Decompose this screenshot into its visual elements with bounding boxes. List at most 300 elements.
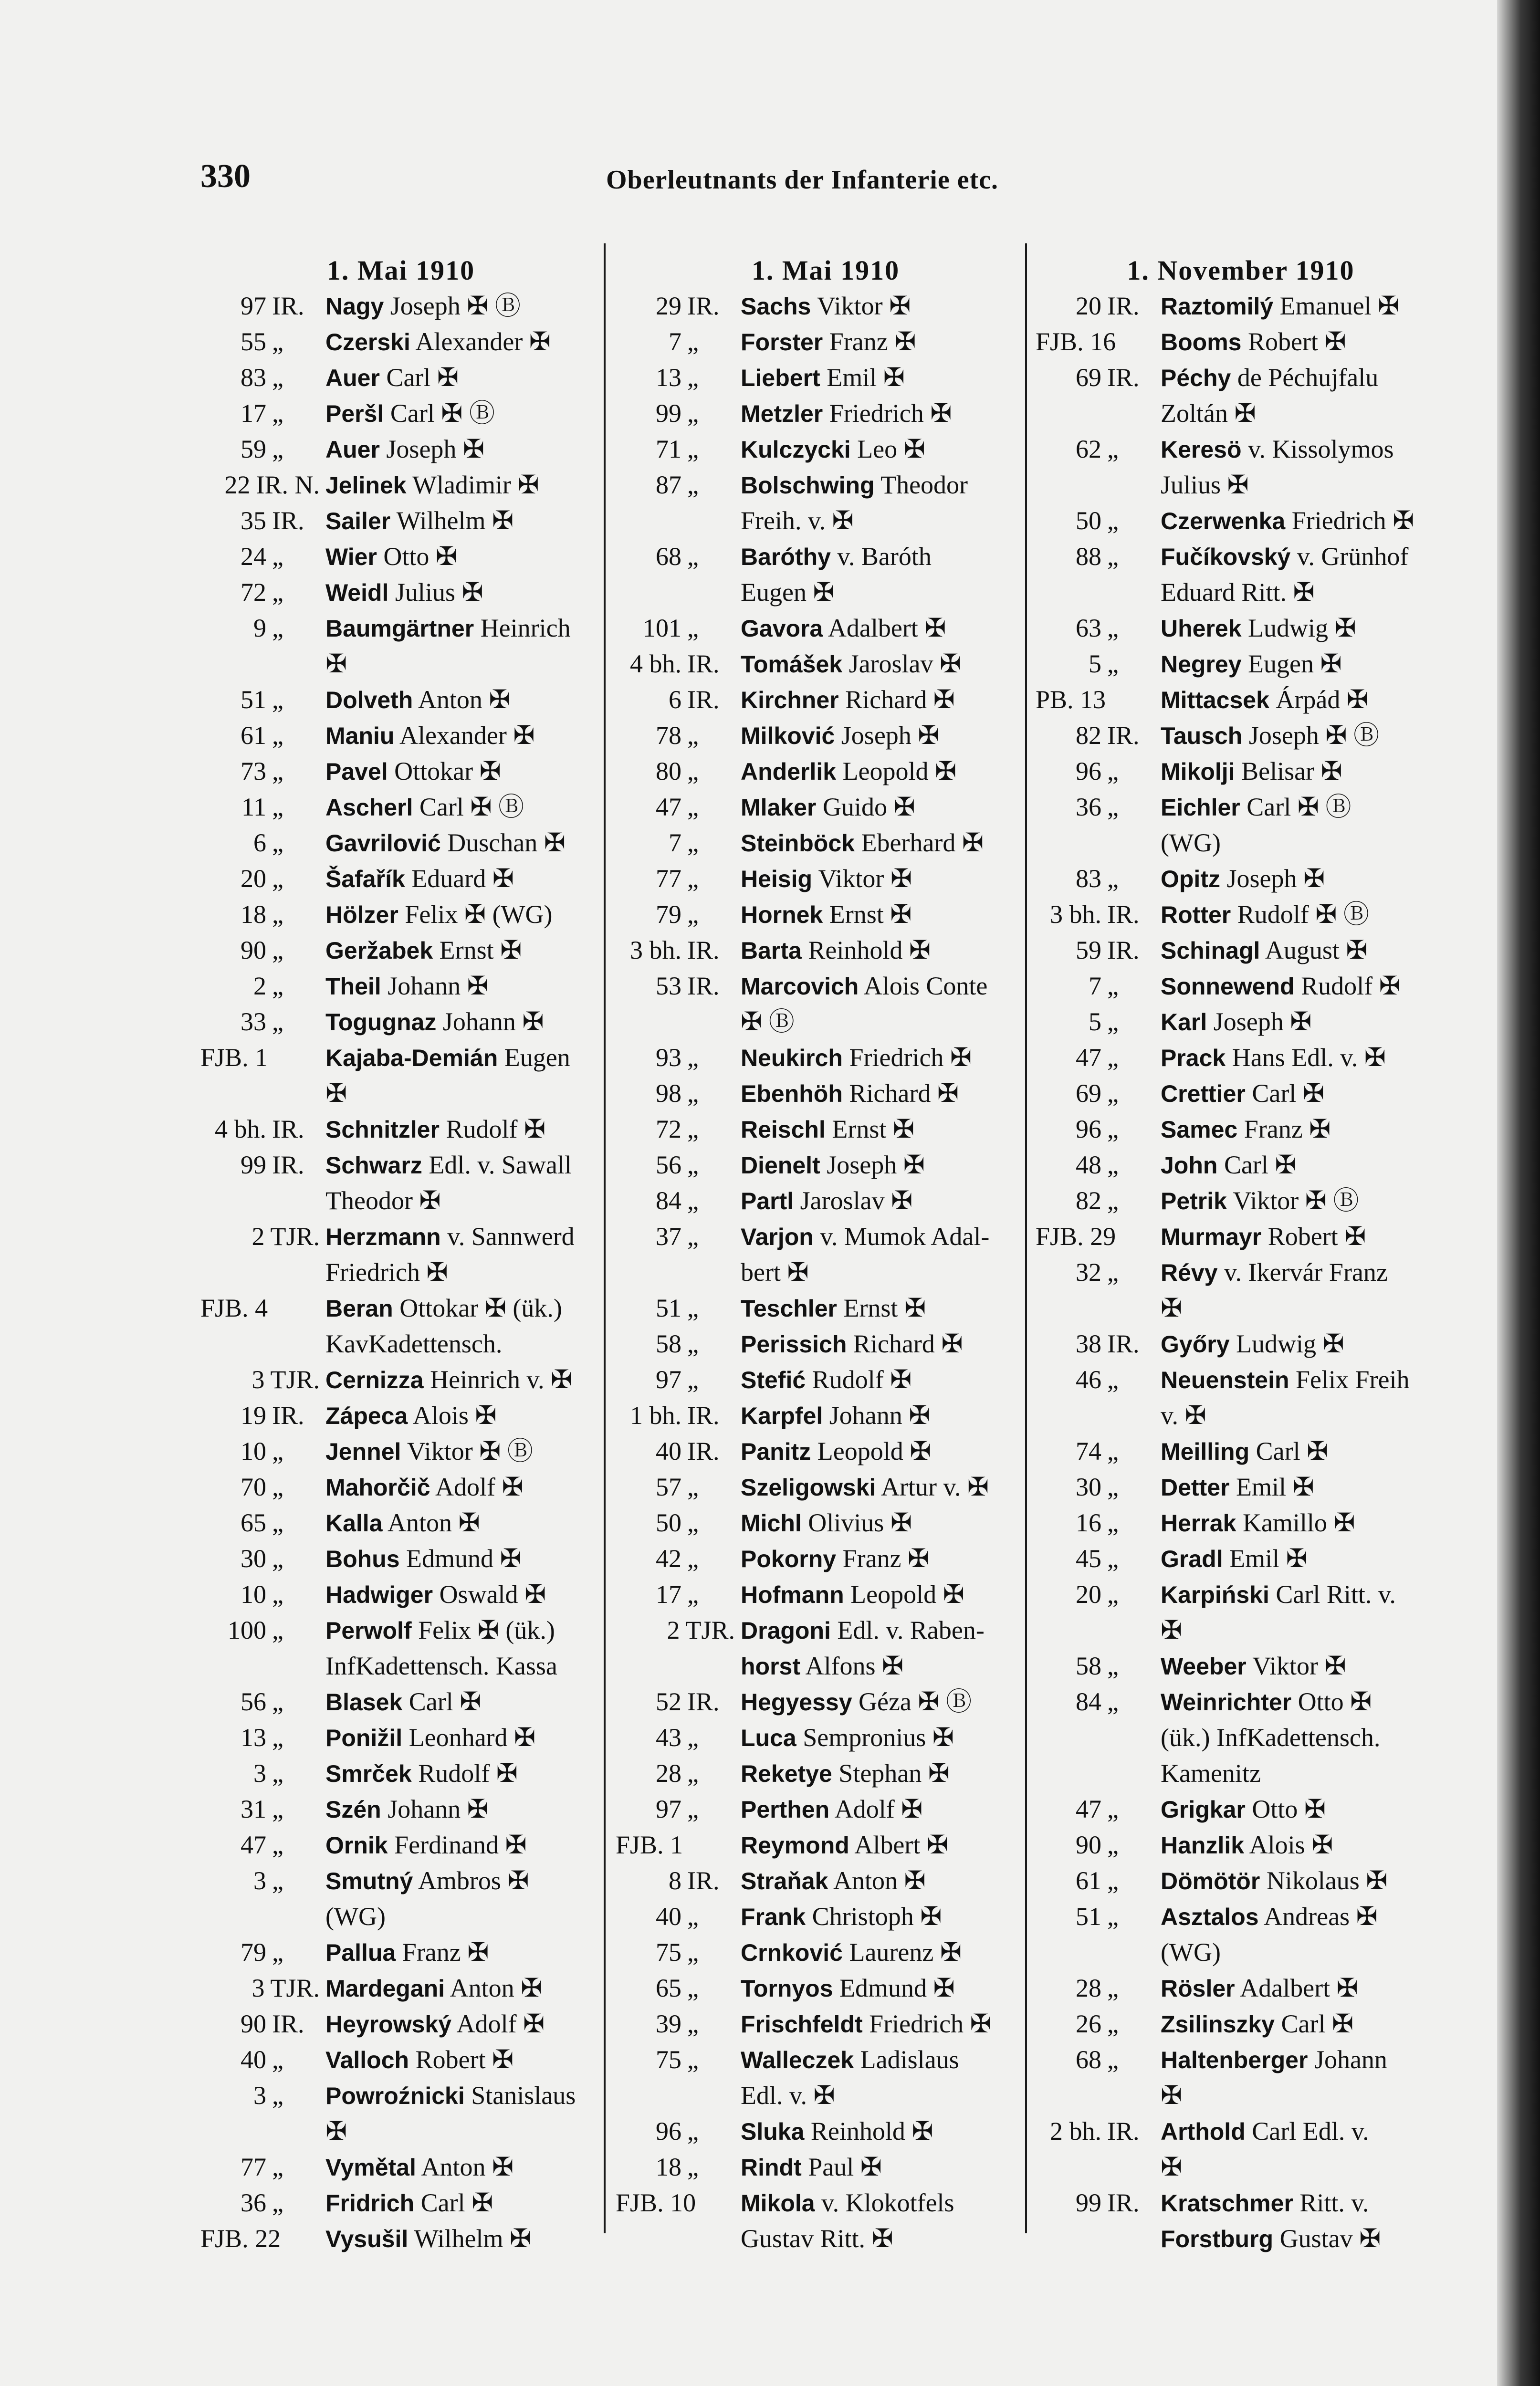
- unit-number: 82: [1076, 1186, 1101, 1215]
- unit-type: „: [272, 542, 283, 571]
- unit-label: [616, 1791, 735, 1827]
- officer-surname: Vysušil: [325, 2226, 409, 2252]
- officer-name-line: [1161, 1684, 1446, 1720]
- officer-entry: [616, 1935, 1036, 1970]
- unit-type: „: [687, 1473, 699, 1501]
- officer-entry: [1036, 1434, 1446, 1469]
- officer-surname: Auer: [325, 436, 380, 463]
- unit-type: „: [687, 900, 699, 929]
- unit-type: „: [687, 1938, 699, 1967]
- officer-entry: [616, 1290, 1036, 1326]
- officer-name-line: [1161, 2078, 1446, 2114]
- officer-name-line: [325, 1612, 601, 1648]
- unit-number: 69: [1076, 363, 1101, 392]
- officer-surname: Baumgärtner: [325, 615, 474, 642]
- officer-entry: [200, 1684, 601, 1720]
- officer-entry: [200, 2078, 601, 2149]
- officer-name-line: [1161, 503, 1446, 539]
- unit-number: 36: [241, 2188, 266, 2217]
- officer-name-line: [1161, 718, 1446, 753]
- officer-surname: Booms: [1161, 329, 1242, 356]
- officer-given-name: Gustav Ritt. ✠: [741, 2224, 893, 2253]
- column-heading: 1. November 1910: [1127, 255, 1355, 286]
- officer-given-name: Heinrich v. ✠: [423, 1365, 573, 1394]
- officer-name-line: [325, 1577, 601, 1612]
- officer-surname: Petrik: [1161, 1188, 1227, 1214]
- officer-name-line: [1161, 1290, 1446, 1326]
- unit-number: 97: [656, 1795, 681, 1823]
- officer-name-line: [325, 825, 601, 861]
- officer-name-line: [1161, 1827, 1446, 1863]
- officer-name-line: [1161, 1147, 1446, 1183]
- officer-given-name: de Péchujfalu: [1231, 363, 1379, 392]
- officer-surname: Metzler: [741, 400, 823, 427]
- officer-surname: Marcovich: [741, 973, 859, 1000]
- unit-label: [200, 1827, 320, 1863]
- unit-number: 63: [1076, 614, 1101, 642]
- promotion-column-1: [200, 253, 601, 2257]
- officer-given-name: Johann ✠: [823, 1401, 931, 1430]
- officer-surname: Šafařík: [325, 866, 405, 892]
- officer-surname: Panitz: [741, 1438, 811, 1465]
- unit-label: [1036, 932, 1155, 968]
- officer-name-line: [325, 2149, 601, 2185]
- officer-entry: [616, 1541, 1036, 1577]
- officer-given-name: Viktor ✠: [812, 864, 912, 893]
- officer-given-name: Rudolf ✠: [806, 1365, 912, 1394]
- officer-given-name: (ük.) InfKadettensch.: [1161, 1723, 1381, 1752]
- officer-given-name: Adolf ✠: [829, 1795, 923, 1823]
- officer-given-name: Emil ✠: [1223, 1544, 1308, 1573]
- unit-label: [1036, 2042, 1155, 2077]
- unit-number: 99: [656, 399, 681, 428]
- officer-given-name: Franz ✠: [823, 327, 916, 356]
- officer-given-name: Julius ✠: [1161, 471, 1249, 499]
- unit-type: IR.: [1107, 936, 1140, 964]
- officer-given-name: Robert ✠: [409, 2045, 514, 2074]
- officer-surname: Szén: [325, 1796, 381, 1823]
- officer-surname: John: [1161, 1152, 1218, 1179]
- unit-number: 51: [241, 685, 266, 714]
- officer-name-line: [325, 503, 601, 539]
- officer-entry: [616, 1469, 1036, 1505]
- unit-type: „: [1107, 1365, 1119, 1394]
- unit-label: [1036, 789, 1155, 825]
- unit-number: 5: [1089, 649, 1101, 678]
- officer-surname: Beran: [325, 1295, 393, 1322]
- officer-given-name: Emanuel ✠: [1273, 292, 1400, 320]
- officer-given-name: Richard ✠: [847, 1329, 963, 1358]
- unit-type: „: [1107, 1580, 1119, 1609]
- unit-type: IR.: [272, 1151, 304, 1179]
- officer-entry: [200, 968, 601, 1004]
- officer-given-name: Leonhard ✠: [402, 1723, 536, 1752]
- officer-name-line: [325, 753, 601, 789]
- unit-type: „: [1107, 1795, 1119, 1823]
- officer-given-name: Julius ✠: [388, 578, 483, 607]
- unit-label: [1036, 1004, 1155, 1039]
- officer-entry: [200, 1147, 601, 1219]
- unit-number: 17: [241, 399, 266, 428]
- officer-entry: [1036, 753, 1446, 789]
- officer-given-name: Oswald ✠: [433, 1580, 546, 1609]
- officer-given-name: InfKadettensch. Kassa: [325, 1652, 557, 1680]
- unit-label: [616, 1970, 735, 2006]
- unit-number: 13: [241, 1723, 266, 1752]
- officer-surname: Reischl: [741, 1116, 826, 1143]
- officer-surname: Dienelt: [741, 1152, 820, 1179]
- unit-label: [200, 2006, 320, 2041]
- officer-given-name: (WG): [1161, 1938, 1221, 1967]
- officer-given-name: Stanislaus: [464, 2081, 576, 2110]
- officer-surname: Ornik: [325, 1832, 388, 1859]
- unit-type: „: [1107, 1437, 1119, 1465]
- officer-entry: [1036, 1004, 1446, 1040]
- officer-given-name: Kamenitz: [1161, 1759, 1261, 1788]
- officer-surname: Frank: [741, 1904, 806, 1930]
- officer-name-line: [325, 2221, 601, 2257]
- unit-type: TJR.: [270, 1974, 320, 2002]
- officer-name-line: [741, 503, 1036, 539]
- officer-given-name: Sempronius ✠: [796, 1723, 954, 1752]
- officer-given-name: Theodor: [874, 471, 968, 499]
- unit-number: 97: [241, 292, 266, 320]
- unit-type: „: [272, 1437, 283, 1465]
- unit-label: [616, 789, 735, 825]
- officer-entry: [616, 2042, 1036, 2114]
- officer-name-line: [1161, 610, 1446, 646]
- page-number: 330: [200, 158, 251, 195]
- officer-name-line: [1161, 932, 1446, 968]
- unit-label: [200, 324, 320, 359]
- unit-number: 40: [241, 2045, 266, 2074]
- officer-name-line: [325, 1362, 601, 1398]
- unit-label: [616, 1362, 735, 1397]
- officer-name-line: [741, 1827, 1036, 1863]
- officer-given-name: Edl. v. Raben-: [830, 1616, 985, 1644]
- unit-number: 61: [241, 721, 266, 750]
- unit-number: 28: [656, 1759, 681, 1788]
- officer-surname: Jelinek: [325, 472, 407, 499]
- unit-number: 6: [669, 685, 681, 714]
- officer-name-line: [1161, 646, 1446, 682]
- officer-given-name: Heinrich: [474, 614, 571, 642]
- officer-entry: [616, 1362, 1036, 1398]
- officer-surname: Heisig: [741, 866, 813, 892]
- officer-given-name: Ernst ✠: [823, 900, 912, 929]
- officer-given-name: (WG): [1161, 828, 1221, 857]
- unit-number: 18: [241, 900, 266, 929]
- officer-surname: Dolveth: [325, 687, 413, 713]
- officer-entry: [1036, 1326, 1446, 1362]
- officer-surname: Reketye: [741, 1760, 832, 1787]
- officer-entry: [1036, 1255, 1446, 1326]
- officer-given-name: Joseph ✠: [379, 435, 485, 463]
- officer-surname: Opitz: [1161, 866, 1220, 892]
- unit-number: 90: [1076, 1831, 1101, 1859]
- unit-type: IR.: [272, 2009, 304, 2038]
- unit-type: „: [1107, 972, 1119, 1000]
- officer-entry: [1036, 718, 1446, 753]
- unit-type: „: [272, 1473, 283, 1501]
- officer-entry: [616, 1111, 1036, 1147]
- unit-type: IR.: [687, 292, 720, 320]
- officer-name-line: [741, 1791, 1036, 1827]
- unit-label: [1036, 1577, 1155, 1612]
- unit-number: 68: [656, 542, 681, 571]
- officer-entry: [200, 682, 601, 718]
- officer-given-name: Friedrich ✠: [1285, 506, 1414, 535]
- officer-name-line: [1161, 1326, 1446, 1362]
- officer-surname: Schinagl: [1161, 937, 1260, 964]
- unit-label: [616, 1577, 735, 1612]
- unit-type: IR.: [687, 685, 720, 714]
- unit-label: [1036, 1111, 1155, 1147]
- officer-given-name: Richard ✠: [842, 1079, 959, 1108]
- officer-surname: Rotter: [1161, 901, 1231, 928]
- officer-name-line: [1161, 1541, 1446, 1577]
- page-edge-shadow: [1497, 0, 1540, 2386]
- officer-given-name: Edl. v. Sawall: [422, 1151, 572, 1179]
- officer-name-line: [741, 1612, 1036, 1648]
- officer-name-line: [741, 1076, 1036, 1111]
- officer-given-name: Rudolf ✠: [411, 1759, 518, 1788]
- officer-surname: Péchy: [1161, 365, 1231, 391]
- officer-name-line: [1161, 2221, 1446, 2257]
- officer-given-name: ✠: [1161, 2081, 1183, 2110]
- officer-entry: [616, 932, 1036, 968]
- officer-surname: Weidl: [325, 579, 389, 606]
- unit-label: [616, 1183, 735, 1218]
- unit-type: IR.: [272, 292, 304, 320]
- officer-surname: Bohus: [325, 1546, 400, 1572]
- unit-label: [200, 1434, 320, 1469]
- unit-label: [616, 1469, 735, 1505]
- unit-label: [616, 1612, 735, 1648]
- unit-type: „: [272, 793, 283, 821]
- officer-entry: [616, 753, 1036, 789]
- unit-type: „: [1107, 1043, 1119, 1072]
- officer-given-name: Guido ✠: [816, 793, 915, 821]
- unit-number: 50: [1076, 506, 1101, 535]
- unit-number: 52: [656, 1687, 681, 1716]
- unit-label: [1036, 1505, 1155, 1540]
- officer-entry: [1036, 2185, 1446, 2257]
- unit-label: [1036, 1970, 1155, 2006]
- unit-type: „: [687, 435, 699, 463]
- unit-label: [200, 1111, 320, 1147]
- officer-given-name: Emil ✠: [820, 363, 905, 392]
- officer-name-line: [1161, 2149, 1446, 2185]
- officer-given-name: Felix ✠ (ük.): [411, 1616, 555, 1644]
- officer-surname: Michl: [741, 1510, 802, 1537]
- unit-number: 73: [241, 757, 266, 785]
- unit-number: 37: [656, 1222, 681, 1251]
- unit-type: „: [1107, 1974, 1119, 2002]
- officer-name-line: [1161, 1219, 1446, 1255]
- officer-surname: Schnitzler: [325, 1116, 440, 1143]
- officer-given-name: Duschan ✠: [440, 828, 566, 857]
- officer-entry: [1036, 1469, 1446, 1505]
- unit-type: „: [1107, 614, 1119, 642]
- officer-given-name: Alois Conte: [859, 972, 988, 1000]
- officer-name-line: [325, 324, 601, 360]
- officer-entry: [200, 1577, 601, 1612]
- officer-surname: Tausch: [1161, 722, 1243, 749]
- unit-label: [200, 360, 320, 395]
- unit-label: [1036, 2185, 1155, 2220]
- officer-surname: Teschler: [741, 1295, 837, 1322]
- officer-entry: [200, 610, 601, 682]
- unit-label: [200, 718, 320, 753]
- officer-surname: Perthen: [741, 1796, 830, 1823]
- officer-entry: [1036, 932, 1446, 968]
- unit-type: „: [272, 1580, 283, 1609]
- officer-given-name: Alfons ✠: [800, 1652, 904, 1680]
- unit-type: „: [272, 900, 283, 929]
- unit-number: 2: [667, 1616, 680, 1644]
- officer-entry: [616, 2185, 1036, 2257]
- officer-name-line: [325, 1111, 601, 1147]
- officer-surname: Uherek: [1161, 615, 1242, 642]
- officer-entry: [1036, 539, 1446, 610]
- officer-name-line: [741, 1147, 1036, 1183]
- officer-surname: Mahorčič: [325, 1474, 430, 1501]
- officer-entry: [1036, 1076, 1446, 1111]
- officer-given-name: Wladimir ✠: [406, 471, 539, 499]
- officer-surname: Kulczycki: [741, 436, 851, 463]
- unit-label: [1036, 1040, 1155, 1075]
- officer-given-name: Nikolaus ✠: [1260, 1866, 1388, 1895]
- officer-given-name: Wilhelm ✠: [390, 506, 514, 535]
- officer-given-name: Freih. v. ✠: [741, 506, 854, 535]
- officer-name-line: [1161, 1899, 1446, 1935]
- officer-surname: Detter: [1161, 1474, 1230, 1501]
- unit-type: „: [687, 2153, 699, 2181]
- unit-number: FJB. 29: [1036, 1222, 1116, 1251]
- unit-label: [616, 360, 735, 395]
- unit-number: 61: [1076, 1866, 1101, 1895]
- officer-entry: [200, 2221, 601, 2257]
- officer-given-name: Kamillo ✠: [1236, 1508, 1355, 1537]
- unit-label: [200, 288, 320, 324]
- officer-entry: [616, 1505, 1036, 1541]
- officer-entry: [616, 861, 1036, 897]
- unit-number: 3 bh.: [630, 936, 681, 964]
- officer-surname: Milković: [741, 722, 835, 749]
- officer-entry: [200, 1362, 601, 1398]
- unit-label: [1036, 1219, 1155, 1254]
- officer-entry: [1036, 682, 1446, 718]
- unit-type: „: [687, 1508, 699, 1537]
- officer-name-line: [1161, 1577, 1446, 1612]
- unit-number: 84: [656, 1186, 681, 1215]
- officer-entry: [1036, 1684, 1446, 1791]
- officer-name-line: [741, 718, 1036, 753]
- unit-label: [200, 2078, 320, 2113]
- unit-label: [616, 2185, 735, 2220]
- promotion-column-2: [616, 253, 1036, 2257]
- officer-given-name: ✠: [1161, 1616, 1183, 1644]
- officer-given-name: Joseph ✠ Ⓑ: [384, 292, 521, 320]
- officer-entry: [616, 1899, 1036, 1935]
- officer-name-line: [741, 2078, 1036, 2114]
- unit-type: „: [272, 1938, 283, 1967]
- unit-number: 75: [656, 1938, 681, 1967]
- officer-name-line: [741, 1648, 1036, 1684]
- unit-number: 51: [1076, 1902, 1101, 1931]
- officer-name-line: [741, 1290, 1036, 1326]
- officer-entry: [200, 539, 601, 575]
- officer-given-name: Eugen ✠: [1241, 649, 1342, 678]
- officer-name-line: [741, 968, 1036, 1004]
- unit-type: TJR.: [270, 1365, 320, 1394]
- unit-number: 22: [224, 471, 251, 499]
- officer-given-name: Ambros ✠: [413, 1866, 529, 1895]
- officer-name-line: [325, 360, 601, 396]
- officer-entry: [1036, 897, 1446, 932]
- unit-number: 38: [1076, 1329, 1101, 1358]
- officer-surname: Blasek: [325, 1689, 403, 1716]
- officer-name-line: [1161, 1183, 1446, 1219]
- unit-label: [1036, 288, 1155, 324]
- unit-type: „: [687, 1723, 699, 1752]
- officer-entry: [616, 1791, 1036, 1827]
- officer-entry: [1036, 1183, 1446, 1219]
- officer-surname: Theil: [325, 973, 381, 1000]
- officer-name-line: [741, 539, 1036, 575]
- officer-given-name: ✠: [325, 2117, 347, 2145]
- unit-type: IR.: [687, 936, 720, 964]
- officer-surname: Hegyessy: [741, 1689, 852, 1716]
- officer-name-line: [741, 1326, 1036, 1362]
- unit-type: „: [1107, 1258, 1119, 1287]
- officer-surname: Dragoni: [741, 1617, 831, 1644]
- officer-surname: Frischfeldt: [741, 2011, 863, 2038]
- officer-given-name: Adolf ✠: [451, 2009, 545, 2038]
- unit-label: [616, 1684, 735, 1719]
- officer-entry: [616, 1720, 1036, 1756]
- officer-name-line: [325, 1290, 601, 1326]
- officer-entry: [616, 897, 1036, 932]
- unit-type: „: [1107, 864, 1119, 893]
- unit-label: [616, 2042, 735, 2077]
- officer-given-name: v. Sannwerd: [440, 1222, 575, 1251]
- officer-surname: Smutný: [325, 1868, 413, 1894]
- unit-number: 59: [241, 435, 266, 463]
- officer-entry: [200, 467, 601, 503]
- officer-surname: Stefić: [741, 1367, 806, 1393]
- officer-entry: [200, 789, 601, 825]
- officer-name-line: [1161, 1720, 1446, 1756]
- unit-number: 45: [1076, 1544, 1101, 1573]
- officer-surname: Crettier: [1161, 1080, 1246, 1107]
- officer-given-name: Otto ✠: [1291, 1687, 1372, 1716]
- unit-label: [616, 1899, 735, 1934]
- officer-name-line: [741, 1899, 1036, 1935]
- unit-type: IR.: [687, 1401, 720, 1430]
- officer-entry: [200, 1434, 601, 1469]
- officer-name-line: [325, 1183, 601, 1219]
- officer-given-name: Carl ✠: [379, 363, 459, 392]
- unit-number: 2 bh.: [1050, 2117, 1101, 2145]
- unit-number: 71: [656, 435, 681, 463]
- unit-type: „: [272, 399, 283, 428]
- unit-number: 100: [228, 1616, 266, 1644]
- officer-surname: Pavel: [325, 758, 388, 785]
- officer-given-name: Friedrich ✠: [823, 399, 952, 428]
- officer-surname: Crnković: [741, 1939, 843, 1966]
